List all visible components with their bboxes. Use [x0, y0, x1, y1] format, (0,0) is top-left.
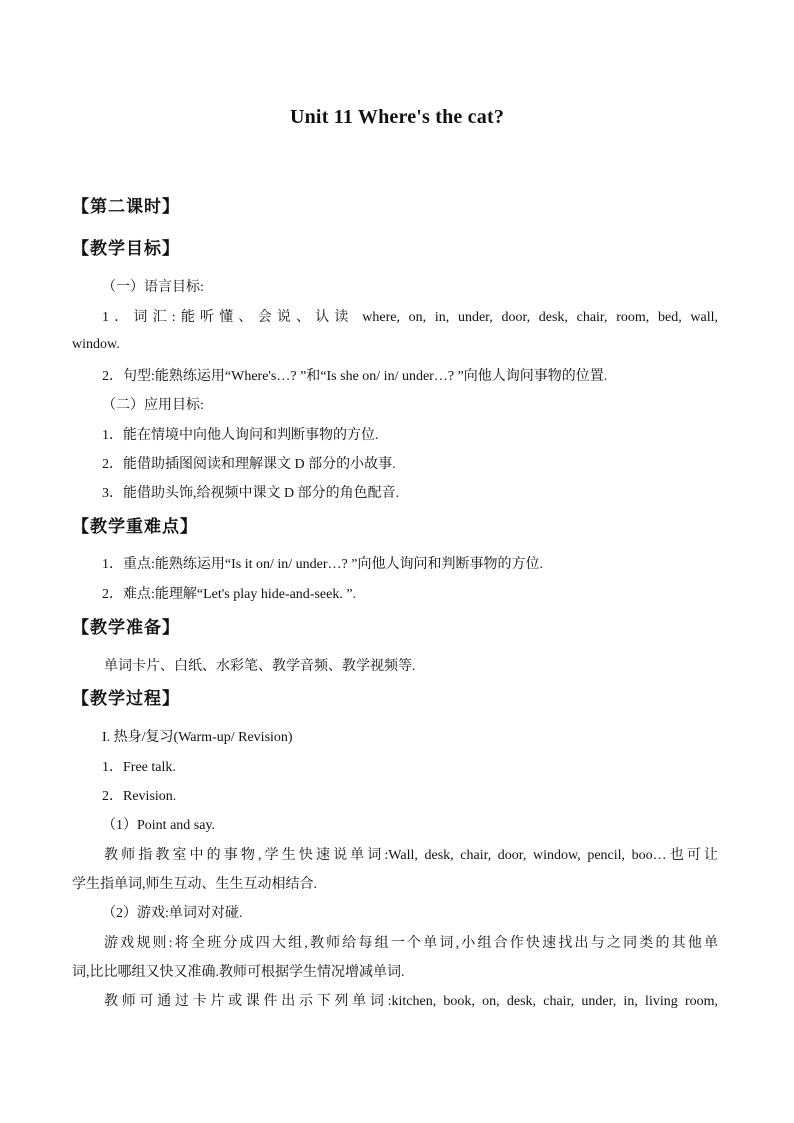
process-game-label: （2）游戏:单词对对碰.	[102, 906, 243, 921]
application-item-2: 2．能借助插图阅读和理解课文 D 部分的小故事.	[102, 457, 396, 472]
application-goal-label: （二）应用目标:	[102, 398, 204, 413]
process-free-talk: 1．Free talk.	[102, 760, 176, 775]
process-paragraph-2b: 词,比比哪组又快又准确.教师可根据学生情况增减单词.	[72, 965, 405, 980]
sentence-goal: 2．句型:能熟练运用“Where's…? ”和“Is she on/ in/ under…? ”向他人询问事物的位置.	[102, 369, 608, 384]
key-points-heading: 【教学重难点】	[72, 517, 198, 537]
language-goal-label: （一）语言目标:	[102, 280, 204, 295]
process-paragraph-1a: 教师指教室中的事物,学生快速说单词:Wall, desk, chair, door, window, pencil, boo…也可让	[104, 848, 718, 863]
key-point-2: 2．难点:能理解“Let's play hide-and-seek. ”.	[102, 587, 357, 602]
process-warmup: I. 热身/复习(Warm-up/ Revision)	[102, 730, 293, 745]
application-item-3: 3．能借助头饰,给视频中课文 D 部分的角色配音.	[102, 486, 400, 501]
process-paragraph-3: 教师可通过卡片或课件出示下列单词:kitchen, book, on, desk, chair, under, in, living room,	[104, 994, 718, 1009]
preparation-text: 单词卡片、白纸、水彩笔、教学音频、教学视频等.	[104, 659, 416, 674]
application-item-1: 1．能在情境中向他人询问和判断事物的方位.	[102, 428, 379, 443]
preparation-heading: 【教学准备】	[72, 618, 180, 638]
document-title: Unit 11 Where's the cat?	[289, 106, 505, 128]
vocab-line-1: 1．词汇:能听懂、会说、认读 where, on, in, under, door, desk, chair, room, bed, wall,	[102, 310, 718, 325]
process-heading: 【教学过程】	[72, 689, 180, 709]
goals-heading: 【教学目标】	[72, 239, 180, 259]
process-point-and-say: （1）Point and say.	[102, 818, 216, 833]
process-paragraph-1b: 学生指单词,师生互动、生生互动相结合.	[72, 877, 317, 892]
process-revision: 2．Revision.	[102, 789, 177, 804]
vocab-line-2: window.	[72, 337, 120, 352]
process-paragraph-2a: 游戏规则:将全班分成四大组,教师给每组一个单词,小组合作快速找出与之同类的其他单	[104, 936, 718, 951]
key-point-1: 1．重点:能熟练运用“Is it on/ in/ under…? ”向他人询问和判断事物的方位.	[102, 557, 543, 572]
lesson-heading: 【第二课时】	[72, 197, 180, 217]
